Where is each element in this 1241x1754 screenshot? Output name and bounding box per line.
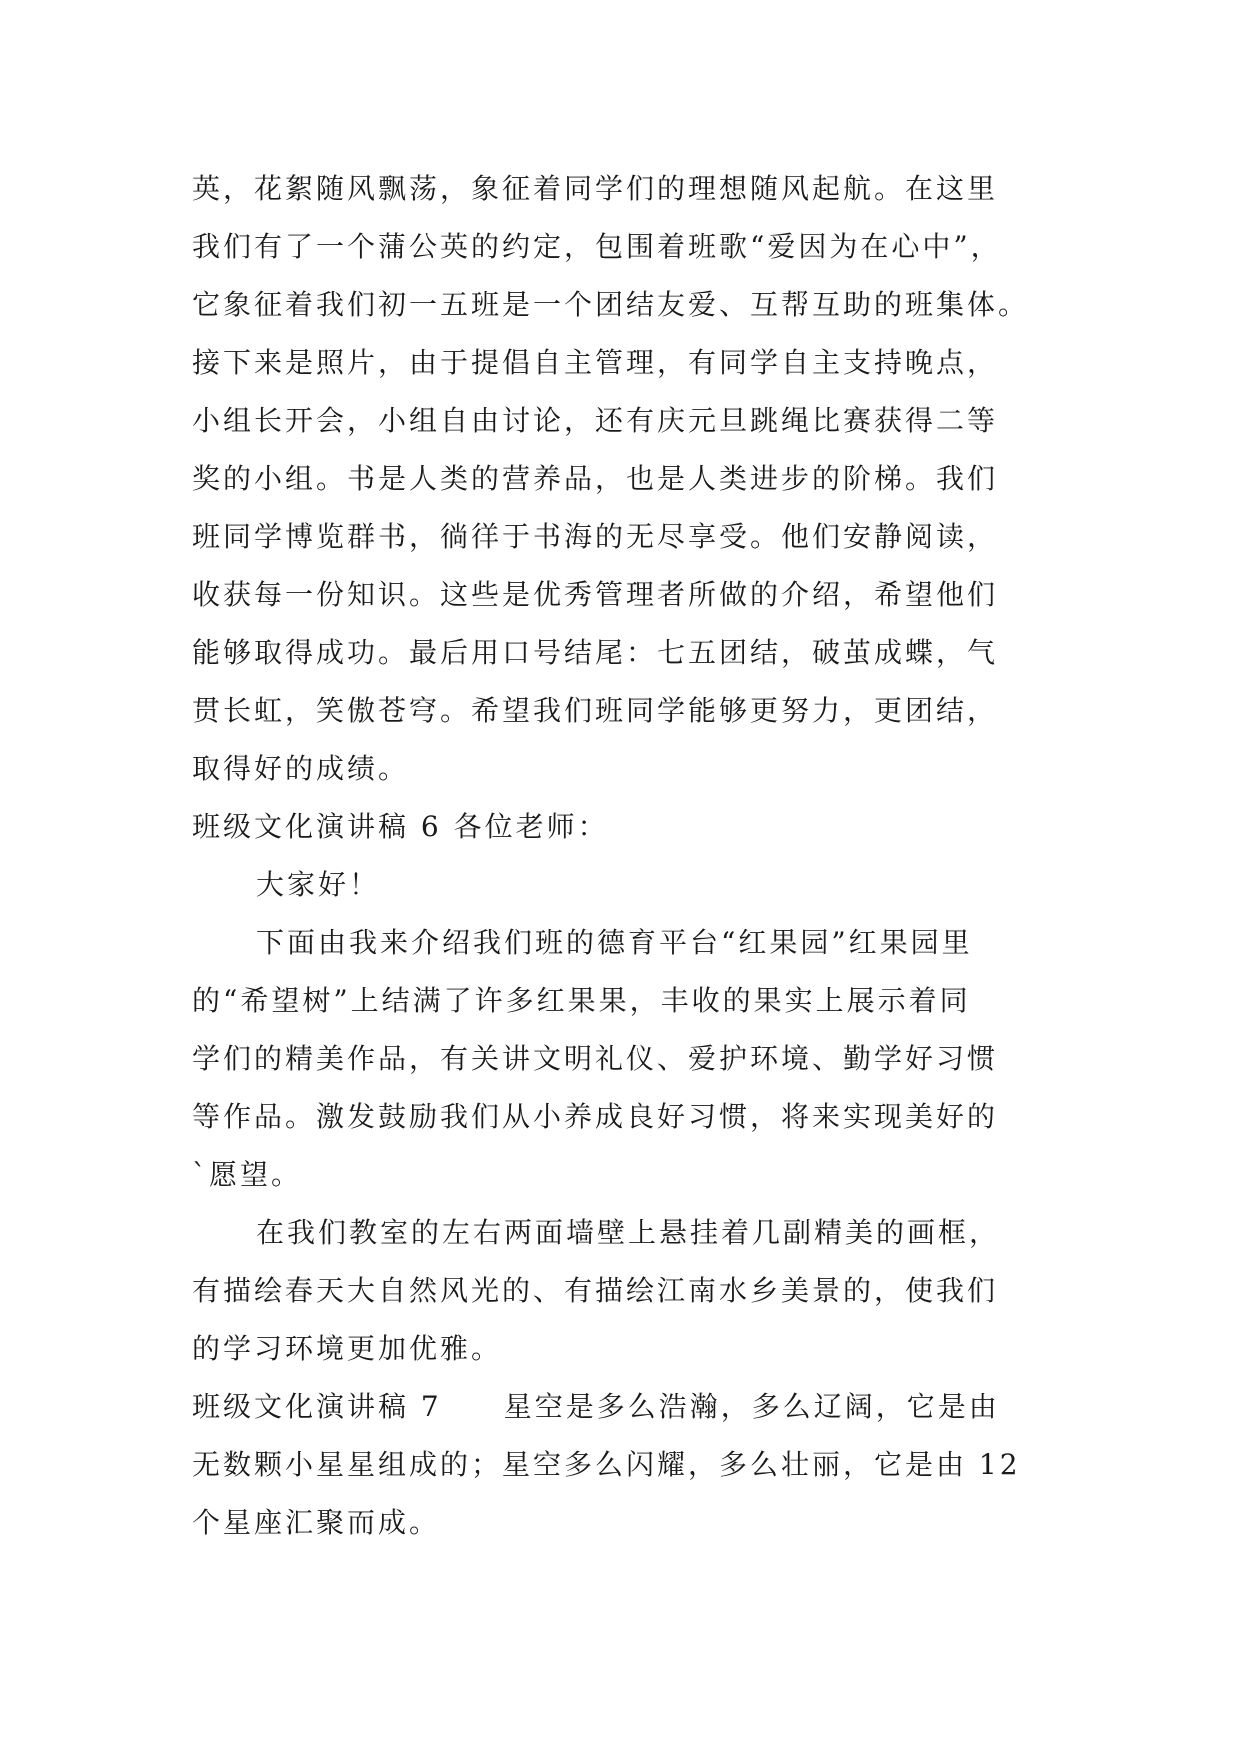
text-line: 小组长开会，小组自由讨论，还有庆元旦跳绳比赛获得二等 [192,404,999,437]
text-line: 大家好！ [256,868,381,901]
text-line: 学们的精美作品，有关讲文明礼仪、爱护环境、勤学好习惯 [192,1042,999,1075]
text-line: 我们有了一个蒲公英的约定，包围着班歌“爱因为在心中”， [192,230,1002,263]
text-line: 英，花絮随风飘荡，象征着同学们的理想随风起航。在这里 [192,172,999,205]
text-line: 的学习环境更加优雅。 [192,1332,503,1365]
text-line: 接下来是照片，由于提倡自主管理，有同学自主支持晚点， [192,346,999,379]
text-line: 无数颗小星星组成的；星空多么闪耀，多么壮丽，它是由 12 [192,1448,1021,1481]
text-line: 能够取得成功。最后用口号结尾：七五团结，破茧成蝶，气 [192,636,999,669]
text-line: 班同学博览群书，徜徉于书海的无尽享受。他们安静阅读， [192,520,999,553]
text-line: 它象征着我们初一五班是一个团结友爱、互帮互助的班集体。 [192,288,1030,321]
body-text [192,160,1092,1552]
text-line: 在我们教室的左右两面墙壁上悬挂着几副精美的画框， [256,1216,1001,1249]
text-line: 班级文化演讲稿 6 各位老师： [192,810,609,843]
text-line: 班级文化演讲稿 7 星空是多么浩瀚，多么辽阔，它是由 [192,1390,1000,1423]
text-line: 奖的小组。书是人类的营养品，也是人类进步的阶梯。我们 [192,462,999,495]
text-line: 有描绘春天大自然风光的、有描绘江南水乡美景的，使我们 [192,1274,999,1307]
text-line: 等作品。激发鼓励我们从小养成良好习惯，将来实现美好的 [192,1100,999,1133]
text-line: 收获每一份知识。这些是优秀管理者所做的介绍，希望他们 [192,578,999,611]
text-line: 个星座汇聚而成。 [192,1506,441,1539]
text-line: 取得好的成绩。 [192,752,410,785]
text-line: 的“希望树”上结满了许多红果果，丰收的果实上展示着同 [192,984,971,1017]
text-line: 下面由我来介绍我们班的德育平台“红果园”红果园里 [256,926,973,959]
text-line: 贯长虹，笑傲苍穹。希望我们班同学能够更努力，更团结， [192,694,999,727]
text-line: `愿望。 [192,1158,303,1191]
